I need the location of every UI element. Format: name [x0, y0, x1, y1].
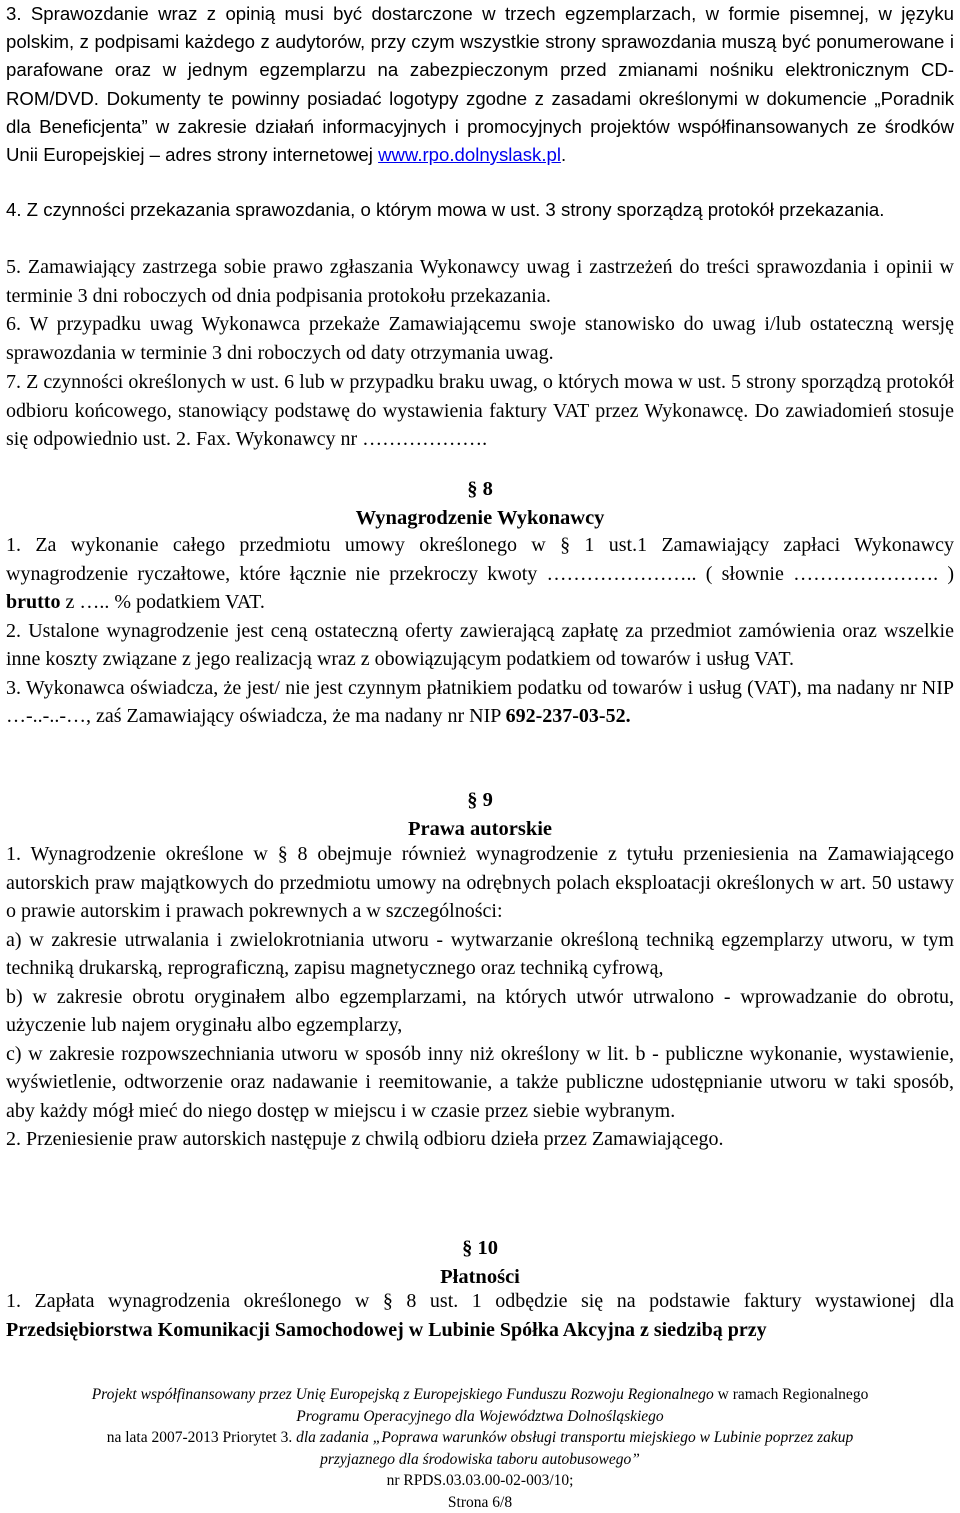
section-9-title: Prawa autorskie	[6, 815, 954, 844]
section-10-paragraph-1	[6, 1287, 954, 1344]
section-9-paragraph-1: 1. Wynagrodzenie określone w § 8 obejmuje również wynagrodzenie z tytułu przeniesienia na Zamawiającego autorskich praw majątkowych do przedmiotu umowy na odrębnych polach eksploatacji określonych w art. 50 ustawy o prawie autorskim i prawach pokrewnych a w szczególności:	[6, 840, 954, 926]
paragraph-3-end: .	[561, 144, 566, 165]
section-9-item-c: c) w zakresie rozpowszechniania utworu w sposób inny niż określony w lit. b - publiczne wykonanie, wystawienie, wyświetlenie, odtworzenie oraz nadawanie i reemitowanie, a także publiczne udostępnianie utworu w taki sposób, aby każdy mógł mieć do niego dostęp w miejscu i w czasie przez siebie wybranym.	[6, 1040, 954, 1126]
footer-line-2-text: Programu Operacyjnego dla Województwa Dolnośląskiego	[296, 1408, 663, 1425]
section-9-paragraph-2: 2. Przeniesienie praw autorskich następuje z chwilą odbioru dzieła przez Zamawiającego.	[6, 1125, 954, 1154]
footer-line-3-italic: dla zadania „Poprawa warunków obsługi transportu miejskiego w Lubinie poprzez zakup	[296, 1429, 853, 1446]
project-number: nr RPDS.03.03.00-02-003/10;	[0, 1470, 960, 1492]
section-8-title: Wynagrodzenie Wykonawcy	[6, 504, 954, 533]
footer-line-2	[0, 1406, 960, 1428]
section-9-item-a: a) w zakresie utrwalania i zwielokrotniania utworu - wytwarzanie określoną techniką egzemplarzy utworu, w tym techniką drukarską, reprograficzną, zapisu magnetycznego oraz techniką cyfrową,	[6, 926, 954, 983]
section-8-body	[6, 531, 954, 731]
paragraph-3	[6, 0, 954, 169]
section-10-p1-text: 1. Zapłata wynagrodzenia określonego w § 8 ust. 1 odbędzie się na podstawie faktury wystawionej dla	[6, 1290, 954, 1312]
paragraph-3-text: 3. Sprawozdanie wraz z opinią musi być dostarczone w trzech egzemplarzach, w formie pisemnej, w języku polskim, z podpisami każdego z audytorów, przy czym wszystkie strony sprawozdania muszą być ponumerowane i parafowane oraz w jednym egzemplarzu na zabezpieczonym przed zmianami nośniku elektronicznym CD-ROM/DVD. Dokumenty te powinny posiadać logotypy zgodne z zasadami określonymi w dokumencie „Poradnik dla Beneficjenta” w zakresie działań informacyjnych i promocyjnych projektów współfinansowanych ze środków Unii Europejskiej – adres strony internetowej	[6, 3, 954, 165]
paragraph-4-text: 4. Z czynności przekazania sprawozdania, o którym mowa w ust. 3 strony sporządzą protokół przekazania.	[6, 196, 954, 224]
section-8-paragraph-3	[6, 674, 954, 731]
section-9-number: § 9	[6, 786, 954, 815]
section-8-p1-end: z ….. % podatkiem VAT.	[60, 591, 264, 613]
section-10-heading	[6, 1234, 954, 1292]
footer-line-4	[0, 1449, 960, 1471]
paragraph-6	[6, 310, 954, 367]
section-8-paragraph-1	[6, 531, 954, 617]
paragraph-4	[6, 196, 954, 224]
section-10-body	[6, 1287, 954, 1344]
section-9-body	[6, 840, 954, 1154]
footer-line-3	[0, 1427, 960, 1449]
paragraph-6-text: 6. W przypadku uwag Wykonawca przekaże Zamawiającemu swoje stanowisko do uwag i/lub ostateczną wersję sprawozdania w terminie 3 dni roboczych od daty otrzymania uwag.	[6, 310, 954, 367]
section-10-number: § 10	[6, 1234, 954, 1263]
section-8-p1-text: 1. Za wykonanie całego przedmiotu umowy określonego w § 1 ust.1 Zamawiający zapłaci Wykonawcy wynagrodzenie ryczałtowe, które łącznie nie przekroczy kwoty ………………….. ( słownie …………………. )	[6, 534, 954, 585]
footer-line-1	[0, 1384, 960, 1406]
footer-line-1-rest: w ramach Regionalnego	[714, 1386, 869, 1403]
paragraph-5	[6, 253, 954, 310]
nip-number: 692-237-03-52.	[506, 705, 631, 727]
section-8-p3-text: 3. Wykonawca oświadcza, że jest/ nie jest czynnym płatnikiem podatku od towarów i usług (VAT), ma nadany nr NIP …-..-..-…, zaś Zamawiający oświadcza, że ma nadany nr NIP	[6, 677, 954, 728]
section-9-heading	[6, 786, 954, 844]
paragraph-7-text: 7. Z czynności określonych w ust. 6 lub w przypadku braku uwag, o których mowa w ust. 5 strony sporządzą protokół odbioru końcowego, stanowiący podstawę do wystawienia faktury VAT przez Wykonawcę. Do zawiadomień stosuje się odpowiednio ust. 2. Fax. Wykonawcy nr ……………….	[6, 368, 954, 454]
paragraph-7	[6, 368, 954, 454]
page-footer	[0, 1384, 960, 1513]
page-number: Strona 6/8	[0, 1492, 960, 1513]
section-9-item-b: b) w zakresie obrotu oryginałem albo egzemplarzami, na których utwór utrwalono - wprowadzanie do obrotu, użyczenie lub najem oryginału albo egzemplarzy,	[6, 983, 954, 1040]
section-8-paragraph-2: 2. Ustalone wynagrodzenie jest ceną ostateczną oferty zawierającą zapłatę za przedmiot zamówienia oraz wszelkie inne koszty związane z jego realizacją wraz z obowiązującym podatkiem od towarów i usług VAT.	[6, 617, 954, 674]
brutto-label: brutto	[6, 591, 60, 613]
rpo-website-link[interactable]: www.rpo.dolnyslask.pl	[378, 144, 561, 165]
footer-line-4-text: przyjaznego dla środowiska taboru autobusowego”	[320, 1451, 640, 1468]
footer-line-1-italic: Projekt współfinansowany przez Unię Europejską z Europejskiego Funduszu Rozwoju Regionalnego	[92, 1386, 714, 1403]
paragraph-5-text: 5. Zamawiający zastrzega sobie prawo zgłaszania Wykonawcy uwag i zastrzeżeń do treści sprawozdania i opinii w terminie 3 dni roboczych od dnia podpisania protokołu przekazania.	[6, 253, 954, 310]
section-10-title: Płatności	[6, 1263, 954, 1292]
section-8-heading	[6, 475, 954, 533]
footer-line-3-start: na lata 2007-2013 Priorytet 3.	[107, 1429, 296, 1446]
company-name: Przedsiębiorstwa Komunikacji Samochodowej w Lubinie Spółka Akcyjna z siedzibą przy	[6, 1319, 767, 1341]
section-8-number: § 8	[6, 475, 954, 504]
